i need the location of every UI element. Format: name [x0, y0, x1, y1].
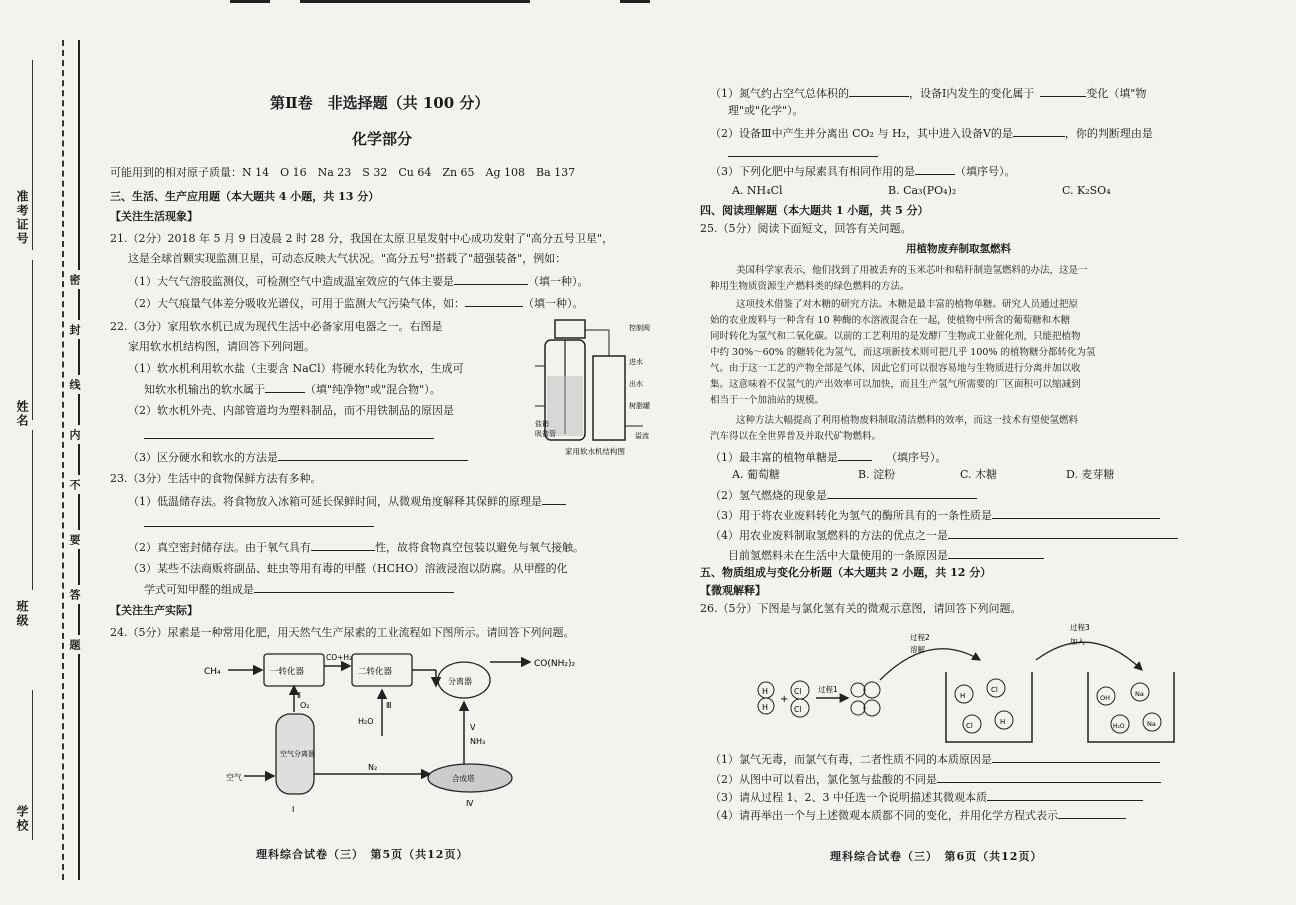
q26-2-text: （2）从图中可以看出，氯化氢与盐酸的不同是	[710, 773, 937, 786]
right-page	[700, 0, 1230, 905]
flow-nh3: NH₃	[470, 737, 486, 746]
q25-p6: 中约 30%～60% 的糖转化为氢气，而这项新技术则可把几乎 100% 的植物糖分都转化为氢	[710, 347, 1096, 358]
name-label: 姓名	[15, 400, 29, 428]
q23-3b-text: 学式可知甲醛的组成是	[144, 583, 254, 596]
q24-2-answer	[728, 146, 878, 161]
flow-urea: CO(NH₂)₂	[534, 659, 576, 669]
seal-text-5: 不	[66, 475, 82, 494]
fig26-oh: OH	[1100, 694, 1111, 702]
seal-text-7: 答	[66, 585, 82, 604]
q23-1	[128, 494, 566, 509]
q24-2-blank-a[interactable]	[1013, 126, 1065, 137]
q25-opt-b: B. 淀粉	[858, 468, 896, 481]
flow-roman-4: Ⅳ	[466, 799, 474, 808]
q21-1	[128, 274, 589, 289]
flow-roman-5: Ⅴ	[470, 723, 476, 732]
fig26-step2: 过程2	[910, 633, 930, 642]
q25-3	[710, 508, 1160, 523]
svg-text:+: +	[780, 694, 789, 705]
seal-dashed-line	[62, 40, 64, 880]
q26-1-blank[interactable]	[992, 752, 1160, 763]
flow-roman-3: Ⅲ	[386, 701, 392, 710]
q24-1	[710, 86, 1146, 101]
fig22-label-overflow: 溢流	[635, 432, 649, 440]
q22-1-blank[interactable]	[265, 382, 305, 393]
q22-3-blank[interactable]	[278, 450, 468, 461]
q25-5-text: 目前氢燃料未在生活中大量使用的一条原因是	[728, 549, 948, 562]
fig26-cl-a: Cl	[794, 687, 802, 696]
q25-1-blank[interactable]	[838, 450, 872, 461]
q24-1-text: （1）氮气约占空气总体积的	[710, 87, 849, 100]
q22-2-blank[interactable]	[144, 428, 434, 439]
q24-opt-c: C. K₂SO₄	[1062, 184, 1111, 197]
q25-2	[710, 488, 977, 503]
seal-text-4: 内	[66, 425, 82, 444]
section-title: 第Ⅱ卷 非选择题（共 100 分）	[270, 94, 490, 112]
q25-4-blank[interactable]	[948, 528, 1178, 539]
fig22-label-in: 进水	[629, 358, 643, 366]
q22-3-text: （3）区分硬水和软水的方法是	[128, 451, 278, 464]
q26-1	[710, 752, 1160, 767]
q25-5	[728, 548, 1044, 563]
q23-2-text: （2）真空密封储存法。由于氧气具有	[128, 541, 311, 554]
fig22-label-valve: 控制阀	[629, 324, 650, 332]
q24-1d: 理"或"化学"）。	[728, 104, 804, 117]
q26-4-text: （4）请再举出一个与上述微观本质都不同的变化，并用化学方程式表示	[710, 809, 1058, 822]
flow-n2: N₂	[368, 763, 378, 772]
flow-ch4: CH₄	[204, 667, 221, 677]
q22-stem: 22.（3分）家用软水机已成为现代生活中必备家用电器之一。右图是	[110, 320, 443, 333]
q25-2-text: （2）氢气燃烧的现象是	[710, 489, 827, 502]
q21-2-blank[interactable]	[465, 296, 523, 307]
hcl-micro-figure	[750, 620, 1220, 750]
fig26-cl-b: Cl	[794, 705, 802, 714]
q24-3-text: （3）下列化肥中与尿素具有相同作用的是	[710, 165, 915, 178]
seal-text-8: 题	[66, 635, 82, 654]
q25-p7: 气。由于这一工艺的产物全部是气体，因此它们可以很容易地与生物质进行分离并加以收	[710, 363, 1081, 374]
fig22-caption: 家用软水机结构图	[565, 447, 625, 456]
q21-stem-b: 这是全球首颗实现监测卫星，可动态反映大气状况。"高分五号"搭载了"超强装备"，例如：	[128, 252, 567, 265]
q23-1-blank-b[interactable]	[144, 516, 374, 527]
tag-micro: 【微观解释】	[700, 584, 766, 597]
q25-2-blank[interactable]	[827, 488, 977, 499]
q23-3-blank[interactable]	[254, 582, 454, 593]
fig26-step1: 过程1	[818, 685, 838, 694]
seal-text-1: 密	[66, 270, 82, 289]
part3-heading: 三、生活、生产应用题（本大题共 4 小题，共 13 分）	[110, 190, 380, 203]
flow-co-h2: CO+H₂	[326, 653, 353, 662]
q25-p5: 同时转化为氢气和二氧化碳。以前的工艺利用的是发酵厂生物或工业催化剂，只能把植物	[710, 331, 1081, 342]
q24-opt-b: B. Ca₃(PO₄)₂	[888, 184, 957, 197]
q22-1b	[144, 382, 441, 397]
fig22-label-tank: 树脂罐	[629, 402, 650, 410]
q21-1-end: （填一种）。	[528, 275, 589, 288]
flow-sep: 空气分离器	[280, 750, 315, 758]
q25-passage-title: 用植物废弃制取氢燃料	[906, 243, 1011, 255]
fig26-step3: 过程3	[1070, 623, 1090, 632]
flow-box1: 一转化器	[270, 667, 305, 677]
binding-margin	[0, 0, 100, 905]
q26-3	[710, 790, 1143, 805]
q21-1-text: （1）大气气溶胶监测仪，可检测空气中造成温室效应的气体主要是	[128, 275, 454, 288]
fig26-h-a: H	[762, 687, 769, 696]
q25-1	[710, 450, 947, 465]
q25-1b-text: （填序号）。	[886, 451, 947, 464]
q24-1-blank-a[interactable]	[849, 86, 909, 97]
subject-title: 化学部分	[352, 130, 413, 148]
q25-p9: 相当于一个加油站的规模。	[710, 395, 825, 406]
fig26-step3b: 加入	[1070, 637, 1085, 646]
q22-1c-text: （填"纯净物"或"混合物"）。	[305, 383, 441, 396]
q25-4	[710, 528, 1178, 543]
flow-roman-1: Ⅰ	[292, 805, 295, 814]
q25-3-text: （3）用于将农业废料转化为氢气的酶所具有的一条性质是	[710, 509, 992, 522]
q25-p4: 始的农业废料与一种含有 10 种酶的水溶液混合在一起，使植物中所含的葡萄糖和木糖	[710, 315, 1071, 326]
exam-no-line	[32, 60, 33, 250]
q24-3b-text: （填序号）。	[955, 165, 1016, 178]
fig26-ion-h1: H	[960, 692, 966, 700]
seal-text-3: 线	[66, 375, 82, 394]
q24-3-blank[interactable]	[915, 164, 955, 175]
q22-stem-b: 家用软水机结构图，请回答下列问题。	[128, 340, 315, 353]
q25-p10: 这种方法大幅提高了利用植物废料制取清洁燃料的效率，而这一技术有望使氢燃料	[736, 415, 1079, 426]
q23-3: （3）某些不法商贩将副品、蛀虫等用有毒的甲醛（HCHO）溶液浸泡以防腐。从甲醛的化	[128, 562, 568, 575]
fig22-label-brine: 盐箱	[535, 420, 549, 428]
q24-2	[710, 126, 1153, 141]
q22-1b-text: 知软水机输出的软水属于	[144, 383, 265, 396]
fig26-step2b: 溶解	[910, 645, 925, 654]
seal-solid-line	[78, 40, 80, 880]
q22-3	[128, 450, 468, 465]
q25-opt-c: C. 木糖	[960, 468, 998, 481]
q25-4-text: （4）用农业废料制取氢燃料的方法的优点之一是	[710, 529, 948, 542]
q21-stem: 21.（2分）2018 年 5 月 9 日凌晨 2 时 28 分，我国在太原卫星发射中心成功发射了"高分五号卫星"，	[110, 232, 614, 245]
q24-opt-a: A. NH₄Cl	[732, 184, 783, 197]
q23-1-answer	[144, 516, 374, 531]
tag-life: 【关注生活现象】	[110, 210, 198, 223]
q24-2b-text: ，你的判断理由是	[1064, 127, 1153, 140]
q23-3b	[144, 582, 454, 597]
fig26-ion-h2: H	[1000, 718, 1006, 726]
fig26-h2o: H₂O	[1113, 723, 1125, 730]
right-page-footer: 理科综合试卷（三） 第6页（共12页）	[830, 850, 1043, 863]
q26-3-text: （3）请从过程 1、2、3 中任选一个说明描述其微观本质	[710, 791, 987, 804]
water-softener-figure	[535, 316, 665, 456]
q21-2-end: （填一种）。	[523, 297, 584, 310]
q26-4-blank[interactable]	[1058, 808, 1126, 819]
school-line	[32, 690, 33, 840]
q25-3-blank[interactable]	[992, 508, 1160, 519]
q24-2-blank-b[interactable]	[728, 146, 878, 157]
q24-stem: 24.（5分）尿素是一种常用化肥，用天然气生产尿素的工业流程如下图所示。请回答下列问题。	[110, 626, 575, 639]
q23-2b-text: 性，故将食物真空包装以避免与氧气接触。	[375, 541, 584, 554]
flow-box2: 二转化器	[358, 667, 393, 677]
q26-2	[710, 772, 1161, 787]
fig22-label-out: 出水	[629, 380, 643, 388]
part4-heading: 四、阅读理解题（本大题共 1 小题，共 5 分）	[700, 204, 929, 217]
fig26-h-b: H	[762, 703, 769, 712]
flow-syn: 合成塔	[452, 774, 475, 783]
q25-1-text: （1）最丰富的植物单糖是	[710, 451, 838, 464]
q23-2-blank[interactable]	[311, 540, 375, 551]
class-line	[32, 430, 33, 590]
tag-production: 【关注生产实际】	[110, 604, 198, 617]
q25-5-blank[interactable]	[948, 548, 1044, 559]
q23-1-blank[interactable]	[542, 494, 566, 505]
fig26-ion-cl2: Cl	[966, 722, 973, 730]
seal-text-2: 封	[66, 320, 82, 339]
q26-1-text: （1）氯气无毒，而氯气有毒，二者性质不同的本质原因是	[710, 753, 992, 766]
flow-h2o: H₂O	[358, 717, 374, 726]
class-label: 班级	[15, 600, 29, 628]
q21-2	[128, 296, 584, 311]
q23-2	[128, 540, 584, 555]
q21-2-text: （2）大气痕量气体差分吸收光谱仪，可用于监测大气污染气体，如：	[128, 297, 465, 310]
q23-1-text: （1）低温储存法。将食物放入冰箱可延长保鲜时间，从微观角度解释其保鲜的原理是	[128, 495, 542, 508]
q26-3-blank[interactable]	[987, 790, 1143, 801]
flow-roman-2: Ⅱ	[297, 691, 301, 700]
q25-p2: 种用生物质资源生产燃料类的绿色燃料的方法。	[710, 281, 910, 292]
q22-2: （2）软水机外壳、内部管道均为塑料制品，而不用铁制品的原因是	[128, 404, 454, 417]
fig26-na: Na	[1135, 690, 1144, 698]
exam-no-label: 准考证号	[15, 190, 29, 246]
q25-stem: 25.（5分）阅读下面短文，回答有关问题。	[700, 222, 912, 235]
name-line	[32, 260, 33, 420]
left-page	[110, 0, 655, 905]
atomic-masses: 可能用到的相对原子质量：N 14 O 16 Na 23 S 32 Cu 64 Zn 65 Ag 108 Ba 137	[110, 166, 576, 179]
seal-text-6: 要	[66, 530, 82, 549]
q26-2-blank[interactable]	[937, 772, 1161, 783]
q22-2-answer	[144, 428, 434, 443]
q24-1-blank-b[interactable]	[1040, 86, 1086, 97]
q25-p1: 美国科学家表示，他们找到了用被丢弃的玉米芯叶和秸秆制造氢燃料的办法，这是一	[736, 265, 1088, 276]
school-label: 学校	[15, 805, 29, 833]
q22-1: （1）软水机利用软水盐（主要含 NaCl）将硬水转化为软水，生成可	[128, 362, 464, 375]
q24-1b-text: ，设备Ⅰ内发生的变化属于	[909, 87, 1035, 100]
q25-p11: 汽车得以在全世界普及并取代矿物燃料。	[710, 431, 882, 442]
q25-p3: 这项技术借鉴了对木糖的研究方法。木糖是最丰富的植物单糖。研究人员通过把原	[736, 299, 1079, 310]
q23-stem: 23.（3分）生活中的食物保鲜方法有多种。	[110, 472, 322, 485]
flow-air: 空气	[226, 773, 242, 782]
flow-box3: 分离器	[448, 677, 472, 686]
q25-opt-a: A. 葡萄糖	[732, 468, 780, 481]
q24-1c-text: 变化（填"物	[1086, 87, 1147, 100]
q24-3	[710, 164, 1016, 179]
q25-p8: 集。这意味着不仅氢气的产出效率可以加快，而且生产氢气所需要的厂区面积可以缩减到	[710, 379, 1081, 390]
left-page-footer: 理科综合试卷（三） 第5页（共12页）	[256, 848, 469, 861]
flow-o2: O₂	[300, 701, 310, 710]
fig26-ion-cl1: Cl	[991, 686, 998, 694]
q26-stem: 26.（5分）下图是与氯化氢有关的微观示意图，请回答下列问题。	[700, 602, 1022, 615]
q24-2-text: （2）设备Ⅲ中产生并分离出 CO₂ 与 H₂，其中进入设备Ⅴ的是	[710, 127, 1013, 140]
urea-process-flow	[200, 646, 640, 818]
q26-4	[710, 808, 1126, 823]
q21-1-blank[interactable]	[454, 274, 528, 285]
q25-opt-d: D. 麦芽糖	[1066, 468, 1115, 481]
part5-heading: 五、物质组成与变化分析题（本大题共 2 小题，共 12 分）	[700, 566, 992, 579]
fig26-na2: Na	[1147, 720, 1156, 728]
fig22-label-tube: 吸盐管	[535, 430, 556, 438]
